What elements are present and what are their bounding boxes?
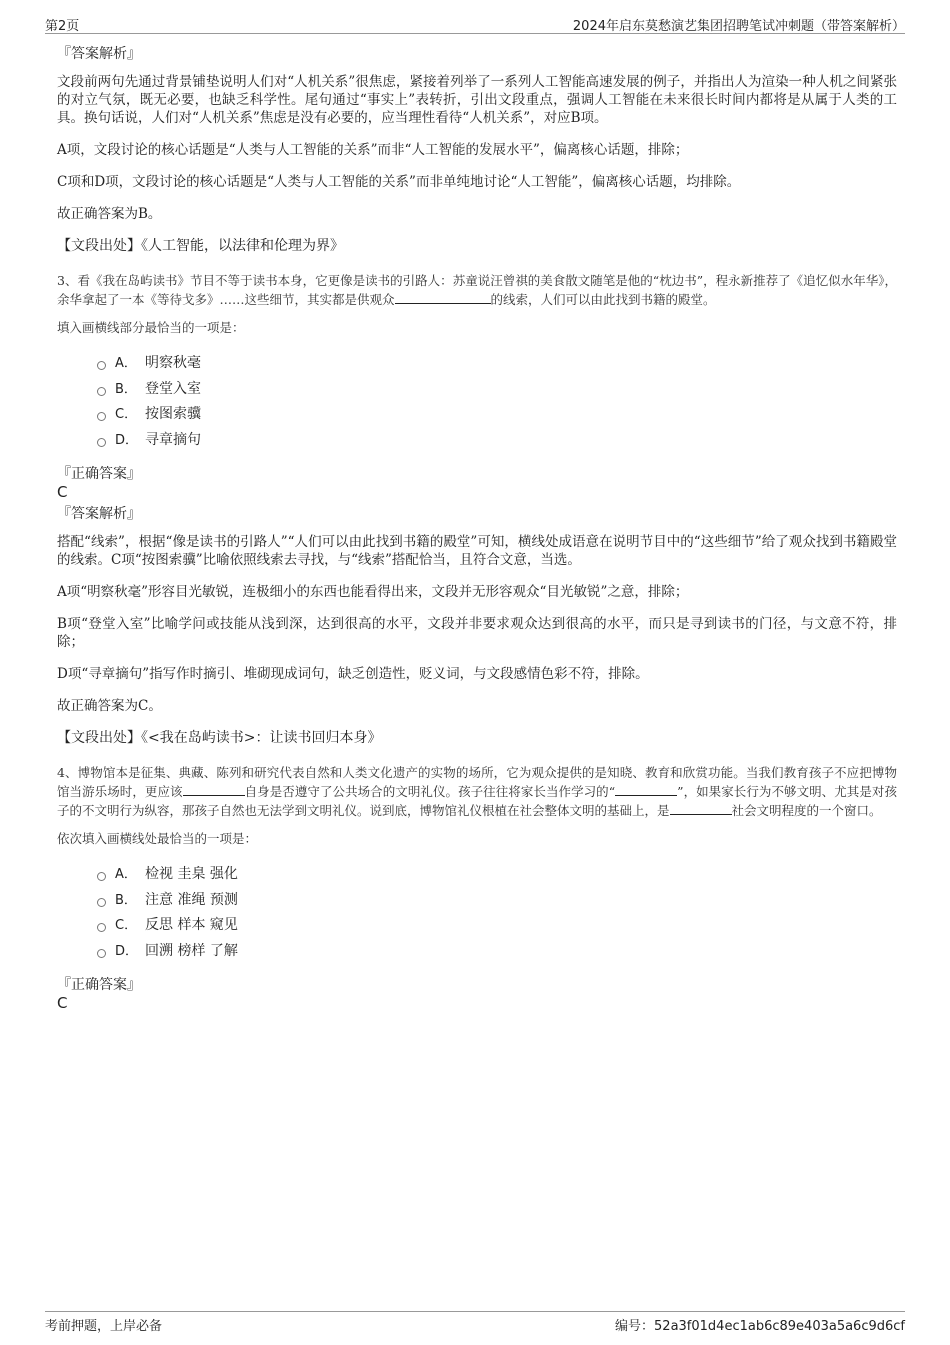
correct-answer: C [57,994,68,1012]
radio-icon[interactable] [97,898,106,907]
analysis-conclusion: 故正确答案为B。 [57,206,162,222]
page-header [45,13,905,34]
radio-icon[interactable] [97,438,106,447]
passage-source: 【文段出处】《人工智能，以法律和伦理为界》 [57,238,344,254]
analysis-paragraph: 文段前两句先通过背景铺垫说明人们对“人机关系”很焦虑，紧接着列举了一系列人工智能高速发展的例子，并指出人为渲染一种人机之间紧张的对立气氛，既无必要，也缺乏科学性。尾句通过“事实上”表转折，引出文段重点，强调人工智能在未来很长时间内都将是从属于人类的工具。换句话说，人们对“人机关系”焦虑是没有必要的，应当理性看待“人机关系”，对应B项。 [57,74,897,126]
analysis-label: 『答案解析』 [57,46,141,62]
analysis-paragraph: D项“寻章摘句”指写作时摘引、堆砌现成词句，缺乏创造性，贬义词，与文段感情色彩不符，排除。 [57,666,649,682]
question-3 [57,271,897,747]
analysis-paragraph: 搭配“线索”，根据“像是读书的引路人”“人们可以由此找到书籍的殿堂”可知，横线处成语意在说明节目中的“这些细节”给了观众找到书籍殿堂的线索。C项“按图索骥”比喻依照线索去寻找，与“线索”搭配恰当，且符合文意，当选。 [57,534,897,568]
radio-icon[interactable] [97,949,106,958]
option-c[interactable]: C． 反思 样本 窥见 [97,913,897,939]
page-footer [45,1311,905,1334]
radio-icon[interactable] [97,872,106,881]
page-content [57,45,897,1016]
question-4 [57,763,897,1012]
page-number: 第2页 [45,19,80,34]
option-a[interactable]: A． 检视 圭臬 强化 [97,862,897,888]
fill-blank [183,783,245,796]
question-prompt: 依次填入画横线处最恰当的一项是： [57,831,258,846]
option-list [97,351,897,453]
analysis-paragraph: B项“登堂入室”比喻学问或技能从浅到深，达到很高的水平，文段并非要求观众达到很高的水平，而只是寻到读书的门径，与文意不符，排除； [57,616,897,650]
fill-blank [615,783,677,796]
question-2-analysis [57,45,897,255]
correct-answer: C [57,483,68,501]
document-code: 编号：52a3f01d4ec1ab6c89e403a5a6c9d6cf [615,1319,905,1334]
radio-icon[interactable] [97,387,106,396]
fill-blank [670,802,732,815]
question-stem: 4、博物馆本是征集、典藏、陈列和研究代表自然和人类文化遗产的实物的场所，它为观众提供的是知晓、教育和欣赏功能。当我们教育孩子不应把博物馆当游乐场时，更应该 自身是否遵守了公共场合的文明礼仪。孩子往往将家长当作学习的“ ”，如果家长行为不够文明、尤其是对孩子的不文明行为纵容，那孩子自然也无法学到文明礼仪。说到底，博物馆礼仪根植在社会整体文明的基础上，是 社会文明程度的一个窗口。 [57,765,897,818]
correct-answer-label: 『正确答案』 [57,977,141,993]
fill-blank [395,291,491,304]
option-d[interactable]: D． 寻章摘句 [97,428,897,454]
option-b[interactable]: B． 登堂入室 [97,377,897,403]
footer-slogan: 考前押题，上岸必备 [45,1319,163,1334]
option-b[interactable]: B． 注意 准绳 预测 [97,888,897,914]
analysis-paragraph: C项和D项，文段讨论的核心话题是“人类与人工智能的关系”而非单纯地讨论“人工智能”，偏离核心话题，均排除。 [57,174,741,190]
correct-answer-label: 『正确答案』 [57,466,141,482]
analysis-label: 『答案解析』 [57,506,141,522]
question-stem: 3、看《我在岛屿读书》节目不等于读书本身，它更像是读书的引路人：苏童说汪曾祺的美食散文随笔是他的“枕边书”，程永新推荐了《追忆似水年华》，余华拿起了一本《等待戈多》……这些细节，其实都是供观众 的线索，人们可以由此找到书籍的殿堂。 [57,273,897,307]
analysis-paragraph: A项，文段讨论的核心话题是“人类与人工智能的关系”而非“人工智能的发展水平”，偏离核心话题，排除； [57,142,689,158]
analysis-paragraph: A项“明察秋毫”形容目光敏锐，连极细小的东西也能看得出来，文段并无形容观众“目光敏锐”之意，排除； [57,584,689,600]
radio-icon[interactable] [97,412,106,421]
option-d[interactable]: D． 回溯 榜样 了解 [97,939,897,965]
option-c[interactable]: C． 按图索骥 [97,402,897,428]
option-list [97,862,897,964]
radio-icon[interactable] [97,923,106,932]
question-prompt: 填入画横线部分最恰当的一项是： [57,320,245,335]
radio-icon[interactable] [97,361,106,370]
option-a[interactable]: A． 明察秋毫 [97,351,897,377]
analysis-conclusion: 故正确答案为C。 [57,698,162,714]
document-title: 2024年启东莫愁演艺集团招聘笔试冲刺题（带答案解析） [572,19,905,34]
passage-source: 【文段出处】《<我在岛屿读书>：让读书回归本身》 [57,730,382,746]
